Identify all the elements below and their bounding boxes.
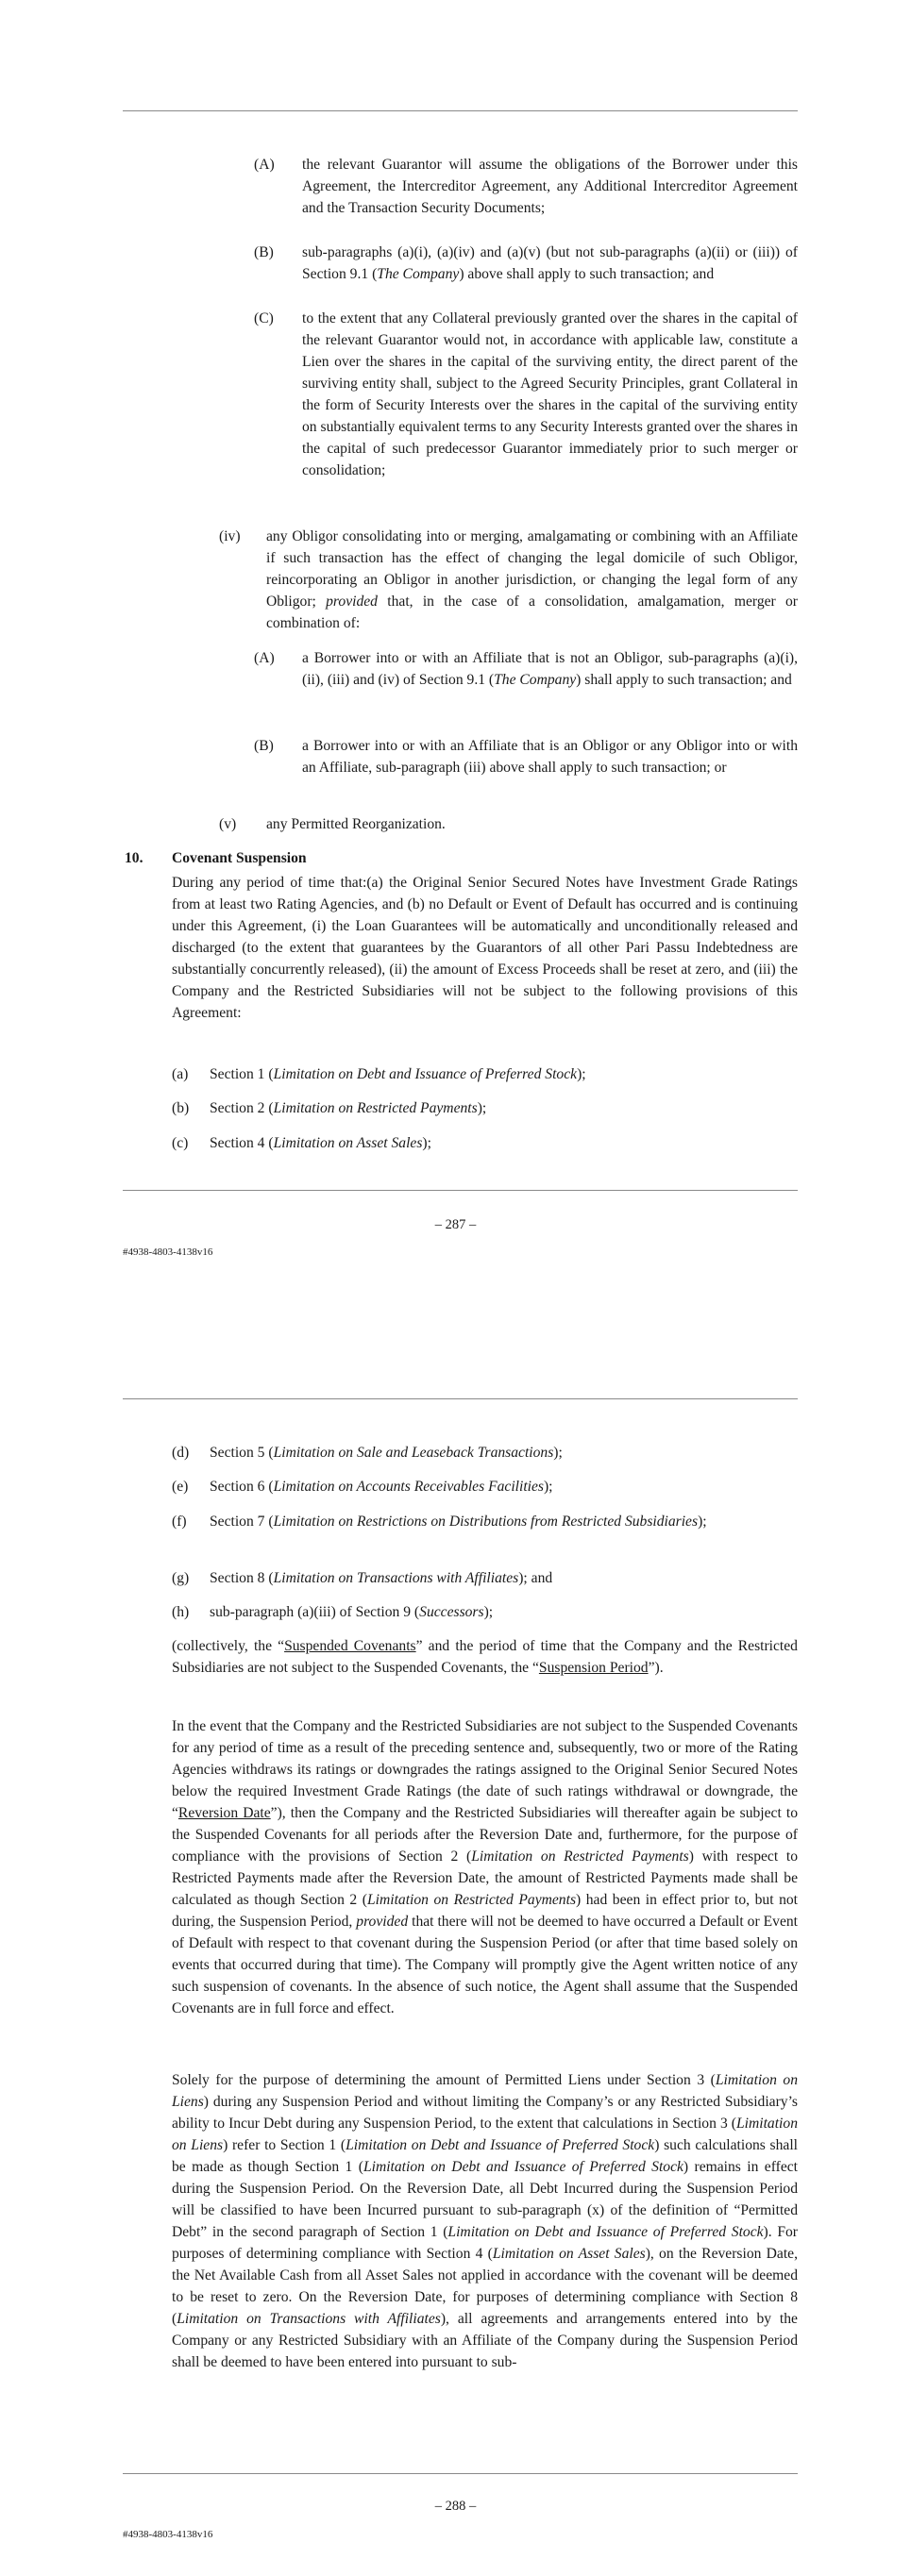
clause-label: (B) [254,244,274,260]
header-rule [123,1398,798,1399]
footer-rule [123,1190,798,1191]
document-page-288 [0,1297,911,2576]
clause-text: a Borrower into or with an Affiliate that is not an Obligor, sub-paragraphs (a)(i), (ii), (iii) and (iv) of Section 9.1 (The Company) shall apply to such transaction; and [302,650,798,688]
list-text: Section 8 (Limitation on Transactions with Affiliates); and [210,1570,553,1586]
list-label: (a) [172,1066,189,1082]
clause-text: a Borrower into or with an Affiliate that is an Obligor or any Obligor into or with an Affiliate, sub-paragraph (iii) above shall apply to such transaction; or [302,738,798,776]
clause-text: sub-paragraphs (a)(i), (a)(iv) and (a)(v) (but not sub-paragraphs (a)(ii) or (iii)) of Section 9.1 (The Company) above shall apply to such transaction; and [302,244,798,282]
list-text: Section 5 (Limitation on Sale and Leaseback Transactions); [210,1445,563,1461]
clause-label: (B) [254,738,274,754]
clause-text: any Permitted Reorganization. [266,816,446,832]
list-text: Section 2 (Limitation on Restricted Payments); [210,1100,487,1116]
header-rule [123,110,798,111]
list-text: Section 6 (Limitation on Accounts Receivables Facilities); [210,1479,553,1495]
clause-label: (A) [254,157,275,173]
list-text: Section 7 (Limitation on Restrictions on Distributions from Restricted Subsidiaries); [210,1514,707,1530]
clause-label: (iv) [219,528,241,544]
reversion-paragraph: In the event that the Company and the Restricted Subsidiaries are not subject to the Suspended Covenants for any period of time as a result of the preceding sentence and, subsequently, two or more of the Rating Agencies withdraws its ratings or downgrades the ratings assigned to the Original Senior Secured Notes below the required Investment Grade Ratings (the date of such ratings withdrawal or downgrade, the “Reversion Date”), then the Company and the Restricted Subsidiaries will thereafter again be subject to the Suspended Covenants for all periods after the Reversion Date and, furthermore, for the purpose of compliance with the provisions of Section 2 (Limitation on Restricted Payments) with respect to Restricted Payments made after the Reversion Date, the amount of Restricted Payments made shall be calculated as though Section 2 (Limitation on Restricted Payments) had been in effect prior to, but not during, the Suspension Period, provided that there will not be deemed to have occurred a Default or Event of Default with respect to that covenant during the Suspension Period (or after that time based solely on events that occurred during that time). The Company will promptly give the Agent written notice of any such suspension of covenants. In the absence of such notice, the Agent shall assume that the Suspended Covenants are in full force and effect. [172,1718,799,2016]
section-body: During any period of time that:(a) the Original Senior Secured Notes have Investment Grade Ratings from at least two Rating Agencies, and (b) no Default or Event of Default has occurred and is continuing under this Agreement, (i) the Loan Guarantees will be automatically and unconditionally released and discharged (to the extent that guarantees by the Guarantors of all other Pari Passu Indebtedness are substantially concurrently released), (ii) the amount of Excess Proceeds shall be reset at zero, and (iii) the Company and the Restricted Subsidiaries will not be subject to the following provisions of this Agreement: [172,875,798,1021]
clause-text: to the extent that any Collateral previously granted over the shares in the capital of the relevant Guarantor would not, in accordance with applicable law, constitute a Lien over the shares in the capital of the surviving entity, the direct parent of the surviving entity shall, subject to the Agreed Security Principles, grant Collateral in the form of Security Interests over the shares in the capital of the surviving entity on substantially equivalent terms to any Security Interests granted over the shares in the capital of such predecessor Guarantor immediately prior to such merger or consolidation; [302,310,798,478]
list-label: (e) [172,1479,189,1495]
page-number: – 288 – [434,2499,477,2514]
document-id: #4938-4803-4138v16 [123,1246,213,1258]
defined-term: Reversion Date [177,1805,271,1821]
list-text: Section 4 (Limitation on Asset Sales); [210,1135,431,1151]
clause-label: (C) [254,310,274,326]
clause-text: any Obligor consolidating into or merging, amalgamating or combining with an Affiliate if such transaction has the effect of changing the legal domicile of such Obligor, reincorporating an Obligor in another jurisdiction, or changing the legal form of any Obligor; provided that, in the case of a consolidation, amalgamation, merger or combination of: [266,528,798,631]
list-label: (f) [172,1514,187,1530]
list-label: (h) [172,1604,190,1620]
document-id: #4938-4803-4138v16 [123,2529,213,2540]
list-text: sub-paragraph (a)(iii) of Section 9 (Successors); [210,1604,494,1620]
permitted-liens-paragraph: Solely for the purpose of determining the amount of Permitted Liens under Section 3 (Limitation on Liens) during any Suspension Period and without limiting the Company’s or any Restricted Subsidiary’s ability to Incur Debt during any Suspension Period, to the extent that calculations in Section 3 (Limitation on Liens) refer to Section 1 (Limitation on Debt and Issuance of Preferred Stock) such calculations shall be made as though Section 1 (Limitation on Debt and Issuance of Preferred Stock) remains in effect during the Suspension Period. On the Reversion Date, all Debt Incurred during the Suspension Period will be classified to have been Incurred pursuant to sub-paragraph (x) of the definition of “Permitted Debt” in the second paragraph of Section 1 (Limitation on Debt and Issuance of Preferred Stock). For purposes of determining compliance with Section 4 (Limitation on Asset Sales), on the Reversion Date, the Net Available Cash from all Asset Sales not applied in accordance with the covenant will be deemed to be reset to zero. On the Reversion Date, for purposes of determining compliance with Section 8 (Limitation on Transactions with Affiliates), all agreements and arrangements entered into by the Company or any Restricted Subsidiary with an Affiliate of the Company during the Suspension Period shall be deemed to have been entered into pursuant to sub- [172,2072,799,2370]
defined-term: Suspended Covenants [284,1638,416,1654]
page-number: – 287 – [434,1217,477,1232]
list-label: (b) [172,1100,190,1116]
list-text: Section 1 (Limitation on Debt and Issuance of Preferred Stock); [210,1066,586,1082]
clause-text: the relevant Guarantor will assume the obligations of the Borrower under this Agreement, the Intercreditor Agreement, any Additional Intercreditor Agreement and the Transaction Security Documents; [302,157,798,216]
clause-label: (v) [219,816,237,832]
list-label: (c) [172,1135,189,1151]
definitions-paragraph: (collectively, the “Suspended Covenants” and the period of time that the Company and the Restricted Subsidiaries are not subject to the Suspended Covenants, the “Suspension Period”). [172,1638,798,1676]
clause-label: (A) [254,650,275,666]
section-number: 10. [125,850,143,866]
footer-rule [123,2473,798,2474]
defined-term: Suspension Period [538,1660,649,1676]
section-title: Covenant Suspension [172,850,307,866]
list-label: (g) [172,1570,190,1586]
list-label: (d) [172,1445,190,1461]
